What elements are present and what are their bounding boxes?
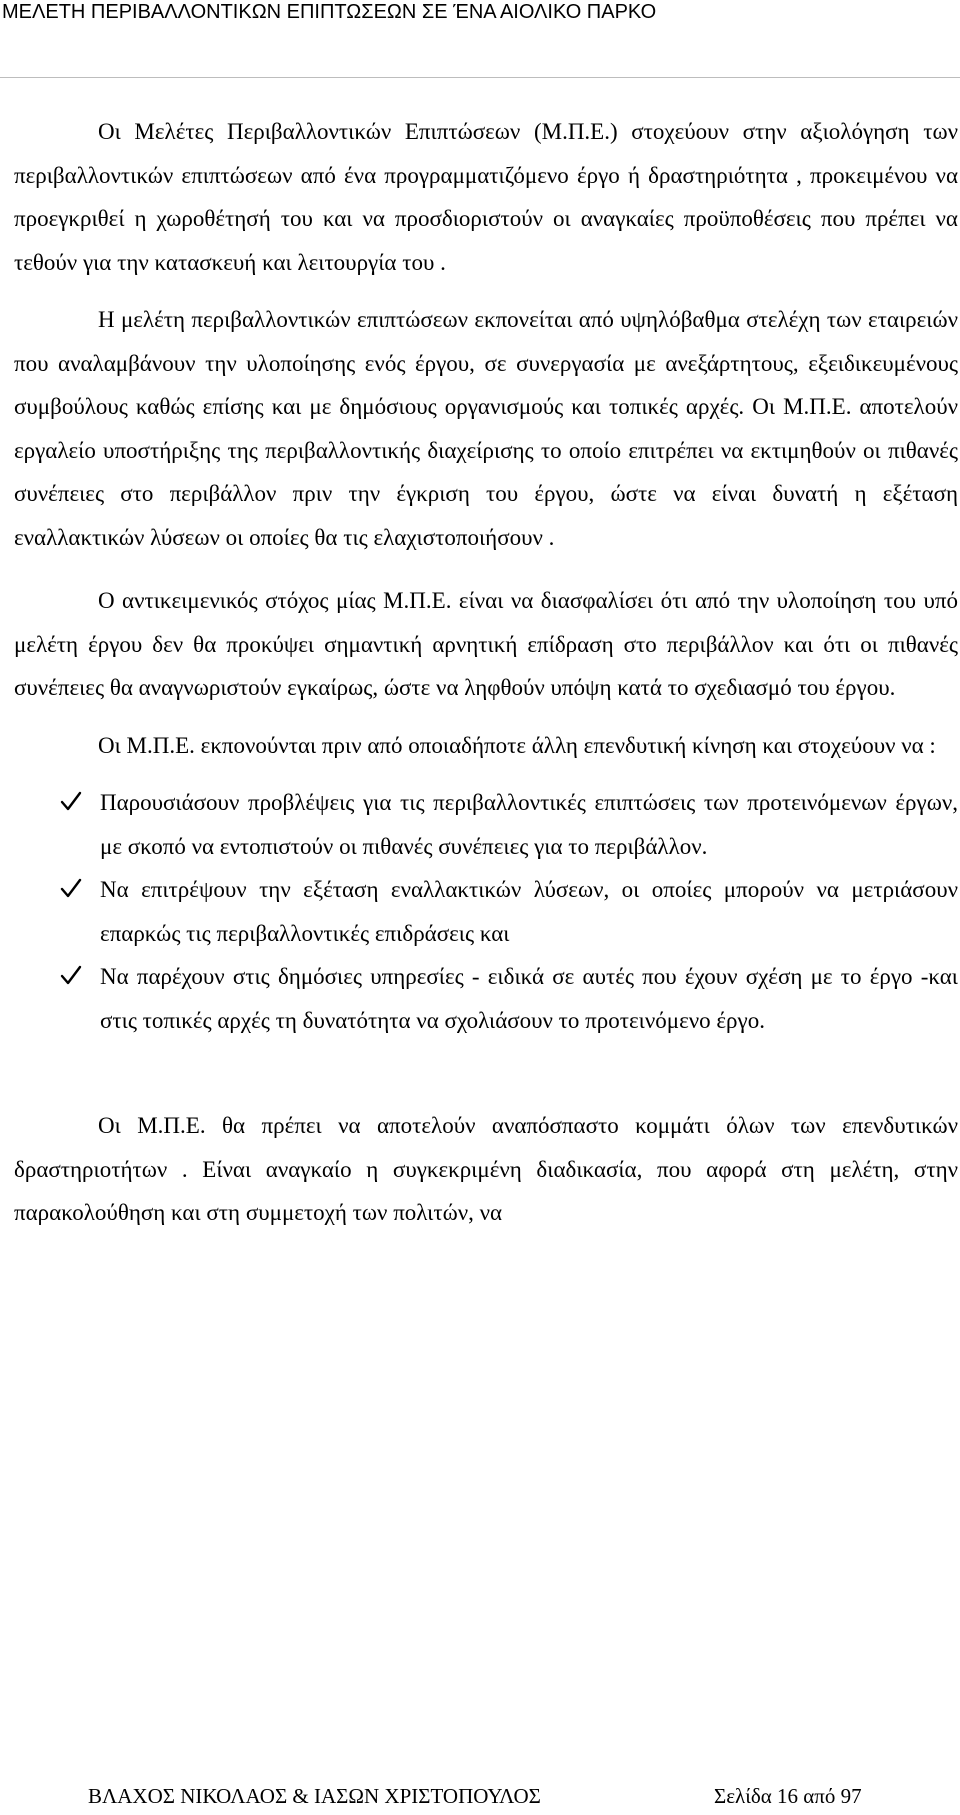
checklist-item bbox=[14, 781, 958, 868]
checklist-item bbox=[14, 868, 958, 955]
header-divider bbox=[0, 77, 960, 78]
running-header-title: ΜΕΛΕΤΗ ΠΕΡΙΒΑΛΛΟΝΤΙΚΩΝ ΕΠΙΠΤΩΣΕΩΝ ΣΕ ΈΝΑ ΑΙΟΛΙΚΟ ΠΑΡΚΟ bbox=[2, 1, 657, 23]
footer-authors: ΒΛΑΧΟΣ ΝΙΚΟΛΑΟΣ & ΙΑΣΩΝ ΧΡΙΣΤΟΠΟΥΛΟΣ bbox=[88, 1784, 541, 1808]
page-number: Σελίδα 16 από 97 bbox=[714, 1784, 862, 1808]
paragraph-aims-intro: Οι Μ.Π.Ε. εκπονούνται πριν από οποιαδήποτε άλλη επενδυτική κίνηση και στοχεύουν να : bbox=[98, 732, 936, 758]
checklist-item-text: Να παρέχουν στις δημόσιες υπηρεσίες - ειδικά σε αυτές που έχουν σχέση με το έργο -και στις τοπικές αρχές τη δυνατότητα να σχολιάσουν το προτεινόμενο έργο. bbox=[100, 964, 958, 1033]
paragraph-integration: Οι Μ.Π.Ε. θα πρέπει να αποτελούν αναπόσπαστο κομμάτι όλων των επενδυτικών δραστηριοτήτων . Είναι αναγκαίο η συγκεκριμένη διαδικασία, που αφορά στη μελέτη, στην παρακολούθηση και στη συμμετοχή των πολιτών, να bbox=[14, 1113, 958, 1225]
checklist-item-text: Να επιτρέψουν την εξέταση εναλλακτικών λύσεων, οι οποίες μπορούν να μετριάσουν επαρκώς τις περιβαλλοντικές επιδράσεις και bbox=[100, 877, 958, 946]
document-body bbox=[14, 110, 958, 1235]
checkmark-icon bbox=[60, 955, 84, 998]
checkmark-icon bbox=[60, 868, 84, 911]
aims-checklist bbox=[14, 781, 958, 1042]
checkmark-icon bbox=[60, 781, 84, 824]
paragraph-preparation: Η μελέτη περιβαλλοντικών επιπτώσεων εκπονείται από υψηλόβαθμα στελέχη των εταιρειών που αναλαμβάνουν την υλοποίησης ενός έργου, σε συνεργασία με ανεξάρτητους, εξειδικευμένους συμβούλους καθώς επίσης και με δημόσιους οργανισμούς και τοπικές αρχές. Οι Μ.Π.Ε. αποτελούν εργαλείο υποστήριξης της περιβαλλοντικής διαχείρισης το οποίο επιτρέπει να εκτιμηθούν οι πιθανές συνέπειες στο περιβάλλον πριν την έγκριση του έργου, ώστε να είναι δυνατή η εξέταση εναλλακτικών λύσεων οι οποίες θα τις ελαχιστοποιήσουν . bbox=[14, 307, 958, 550]
checklist-item-text: Παρουσιάσουν προβλέψεις για τις περιβαλλοντικές επιπτώσεις των προτεινόμενων έργων, με σκοπό να εντοπιστούν οι πιθανές συνέπειες για το περιβάλλον. bbox=[100, 790, 958, 859]
paragraph-objective: Ο αντικειμενικός στόχος μίας Μ.Π.Ε. είναι να διασφαλίσει ότι από την υλοποίηση του υπό μελέτη έργου δεν θα προκύψει σημαντική αρνητική επίδραση στο περιβάλλον και ότι οι πιθανές συνέπειες θα αναγνωριστούν εγκαίρως, ώστε να ληφθούν υπόψη κατά το σχεδιασμό του έργου. bbox=[14, 588, 958, 700]
checklist-item bbox=[14, 955, 958, 1042]
paragraph-intro: Οι Μελέτες Περιβαλλοντικών Επιπτώσεων (Μ.Π.Ε.) στοχεύουν στην αξιολόγηση των περιβαλλοντικών επιπτώσεων από ένα προγραμματιζόμενο έργο ή δραστηριότητα , προκειμένου να προεγκριθεί η χωροθέτησή του και να προσδιοριστούν οι αναγκαίες προϋποθέσεις που πρέπει να τεθούν για την κατασκευή και λειτουργία του . bbox=[14, 119, 958, 275]
page-footer bbox=[0, 1781, 960, 1811]
